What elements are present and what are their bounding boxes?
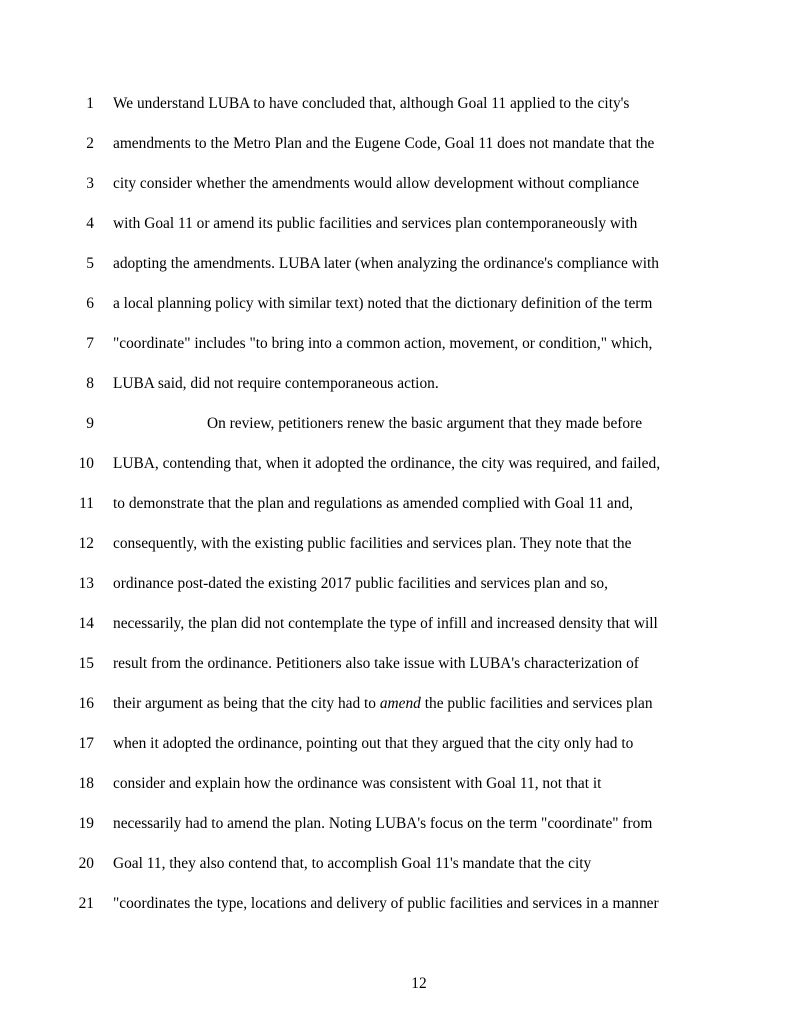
- page-number: 12: [411, 975, 427, 992]
- text-line: [0, 814, 800, 854]
- line-text: ordinance post-dated the existing 2017 public facilities and services plan and so,: [113, 575, 608, 592]
- line-number: 15: [78, 655, 94, 672]
- text-line: [0, 774, 800, 814]
- text-line: [0, 294, 800, 334]
- line-text: to demonstrate that the plan and regulations as amended complied with Goal 11 and,: [113, 495, 634, 512]
- line-text: necessarily, the plan did not contemplate the type of infill and increased density that will: [113, 615, 658, 632]
- text-line: [0, 654, 800, 694]
- line-number: 9: [86, 415, 94, 432]
- line-text: "coordinate" includes "to bring into a common action, movement, or condition," which,: [113, 335, 653, 352]
- line-number: 11: [79, 495, 94, 512]
- text-line: [0, 254, 800, 294]
- line-number: 17: [78, 735, 94, 752]
- line-number: 6: [86, 295, 94, 312]
- line-number: 14: [78, 615, 94, 632]
- emphasized-word: amend: [379, 695, 421, 712]
- line-text: with Goal 11 or amend its public facilities and services plan contemporaneously with: [113, 215, 638, 232]
- line-number: 13: [78, 575, 94, 592]
- text-line: [0, 894, 800, 934]
- line-number: 4: [86, 215, 94, 232]
- line-text: necessarily had to amend the plan. Noting LUBA's focus on the term "coordinate" from: [113, 815, 653, 832]
- line-text: consequently, with the existing public facilities and services plan. They note that the: [113, 535, 632, 552]
- text-line: [0, 854, 800, 894]
- line-text: [113, 694, 653, 714]
- line-number: 19: [78, 815, 94, 832]
- line-number: 2: [86, 135, 94, 152]
- line-text-indented: [113, 414, 642, 434]
- line-number: 21: [78, 895, 94, 912]
- line-number: 16: [78, 695, 94, 712]
- line-text: "coordinates the type, locations and delivery of public facilities and services in a manner: [113, 895, 659, 912]
- line-text: result from the ordinance. Petitioners also take issue with LUBA's characterization of: [113, 655, 639, 672]
- text-line: [0, 134, 800, 174]
- line-text-before-emphasis: their argument as being that the city had to: [113, 695, 380, 712]
- text-line: [0, 374, 800, 414]
- line-text: LUBA, contending that, when it adopted the ordinance, the city was required, and failed,: [113, 455, 661, 472]
- line-text: consider and explain how the ordinance was consistent with Goal 11, not that it: [113, 775, 602, 792]
- line-number: 3: [86, 175, 94, 192]
- line-number: 8: [86, 375, 94, 392]
- line-text: We understand LUBA to have concluded that, although Goal 11 applied to the city's: [113, 95, 630, 112]
- text-line: [0, 494, 800, 534]
- text-line: [0, 694, 800, 734]
- line-text: when it adopted the ordinance, pointing out that they argued that the city only had to: [113, 735, 634, 752]
- line-text: adopting the amendments. LUBA later (when analyzing the ordinance's compliance with: [113, 255, 659, 272]
- line-number: 1: [86, 95, 94, 112]
- line-text: Goal 11, they also contend that, to accomplish Goal 11's mandate that the city: [113, 855, 592, 872]
- line-text: city consider whether the amendments would allow development without compliance: [113, 175, 640, 192]
- line-text-after-emphasis: the public facilities and services plan: [420, 695, 653, 712]
- line-text: amendments to the Metro Plan and the Eugene Code, Goal 11 does not mandate that the: [113, 135, 655, 152]
- text-line: [0, 214, 800, 254]
- line-number: 18: [78, 775, 94, 792]
- text-line: [0, 174, 800, 214]
- text-line: [0, 454, 800, 494]
- text-line: [0, 334, 800, 374]
- line-number: 12: [78, 535, 94, 552]
- text-line: [0, 614, 800, 654]
- text-line: [0, 534, 800, 574]
- line-number: 5: [86, 255, 94, 272]
- line-text: On review, petitioners renew the basic argument that they made before: [207, 415, 643, 432]
- text-line: [0, 94, 800, 134]
- line-number: 20: [78, 855, 94, 872]
- text-line: [0, 574, 800, 614]
- line-text: LUBA said, did not require contemporaneous action.: [113, 375, 439, 392]
- text-line: [0, 414, 800, 454]
- line-number: 10: [78, 455, 94, 472]
- text-line: [0, 734, 800, 774]
- line-text: a local planning policy with similar text) noted that the dictionary definition of the term: [113, 295, 653, 312]
- line-number: 7: [86, 335, 94, 352]
